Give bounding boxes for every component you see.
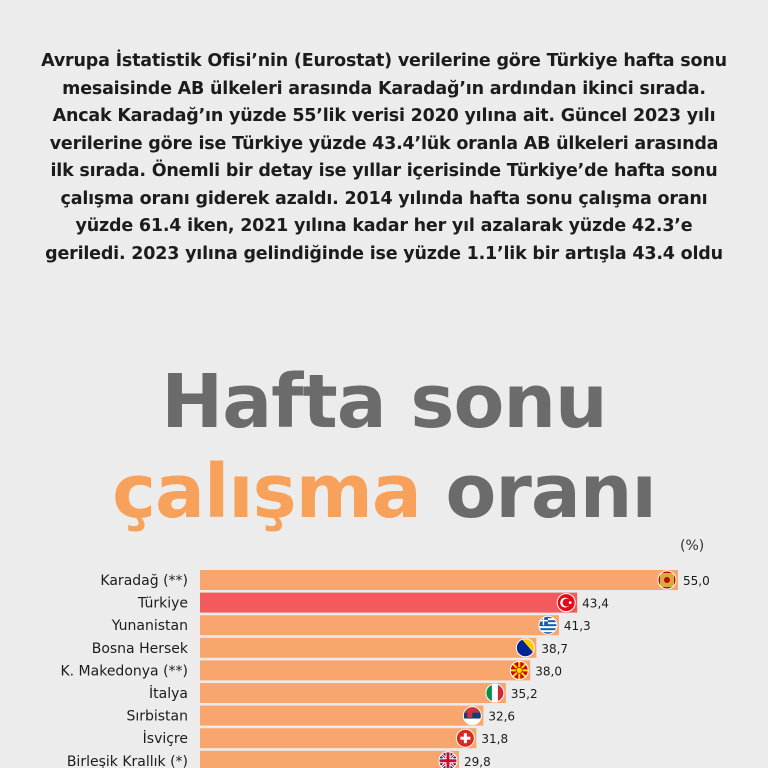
bar <box>200 751 459 768</box>
bar <box>200 615 559 635</box>
bar <box>200 570 678 590</box>
category-label: Türkiye <box>137 595 188 612</box>
chart-title-rest: oranı <box>445 449 656 535</box>
bar-chart <box>0 558 768 768</box>
value-label: 41,3 <box>563 619 591 634</box>
bar <box>200 706 483 726</box>
bosnia-flag-icon <box>516 639 534 657</box>
turkey-flag-icon <box>557 594 575 612</box>
value-label: 31,8 <box>481 732 509 747</box>
switzerland-flag-icon <box>456 729 474 747</box>
bar <box>200 638 536 658</box>
chart-title-line1: Hafta sonu <box>161 359 607 445</box>
bar <box>200 728 476 748</box>
category-label: Bosna Hersek <box>91 640 188 657</box>
italy-flag-icon <box>486 684 504 702</box>
chart-title-accent: çalışma <box>112 449 421 535</box>
value-label: 43,4 <box>582 596 609 611</box>
unit-label: (%) <box>680 538 705 554</box>
category-label: K. Makedonya (**) <box>60 663 188 680</box>
value-label: 29,8 <box>463 754 491 768</box>
value-label: 35,2 <box>510 687 538 701</box>
category-label: Birleşik Krallık (*) <box>66 753 188 768</box>
bar <box>200 593 577 613</box>
value-label: 38,7 <box>541 641 569 656</box>
category-label: Yunanistan <box>111 618 188 635</box>
category-label: İsviçre <box>142 731 188 748</box>
serbia-flag-icon <box>463 707 481 725</box>
category-label: Karadağ (**) <box>100 573 188 589</box>
montenegro-flag-icon <box>658 571 676 589</box>
uk-flag-icon <box>439 752 457 768</box>
value-label: 32,6 <box>488 709 516 724</box>
bar <box>200 660 530 680</box>
chart-title-line2 <box>0 449 768 535</box>
intro-paragraph: Avrupa İstatistik Ofisi’nin (Eurostat) verilerine göre Türkiye hafta sonu mesaisinde AB ülkeleri arasında Karadağ’ın ardından ikinci sırada. Ancak Karadağ’ın yüzde 55’lik verisi 2020 yılına ait. Güncel 2023 yılı verilerine göre ise Türkiye yüzde 43.4’lük oranla AB ülkeleri arasında ilk sırada. Önemli bir detay ise yıllar içerisinde Türkiye’de hafta sonu çalışma oranı giderek azaldı. 2014 yılında hafta sonu çalışma oranı yüzde 61.4 iken, 2021 yılına kadar her yıl azalarak yüzde 42.3’e geriledi. 2023 yılına gelindiğinde ise yüzde 1.1’lik bir artışla 43.4 oldu <box>41 51 727 264</box>
value-label: 38,0 <box>535 664 562 679</box>
category-label: Sırbistan <box>126 708 188 725</box>
value-label: 55,0 <box>683 574 710 588</box>
category-label: İtalya <box>149 686 188 702</box>
greece-flag-icon <box>539 616 557 634</box>
bar <box>200 683 506 703</box>
